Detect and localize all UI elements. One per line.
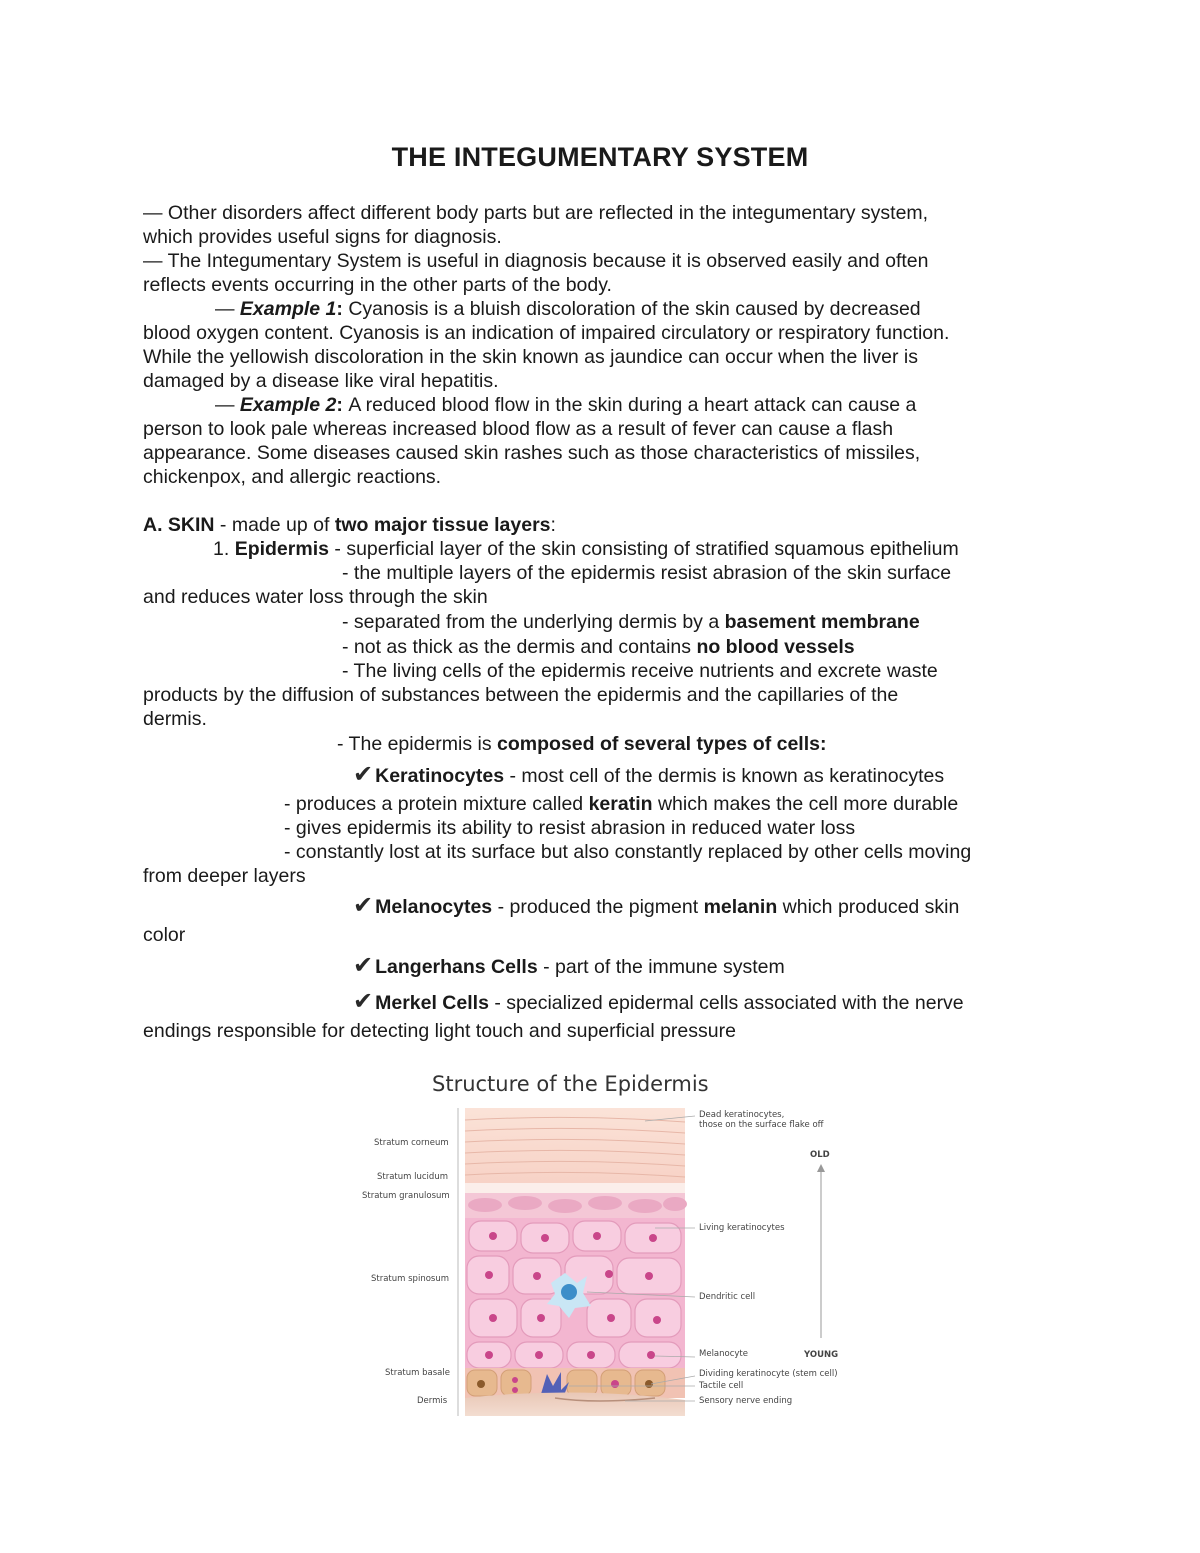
epidermis-point-4a: - The living cells of the epidermis receive nutrients and excrete waste (342, 660, 938, 682)
text: - produces a protein mixture called (284, 793, 589, 815)
label-old (810, 1150, 830, 1160)
label-melanocyte: Melanocyte (699, 1349, 748, 1359)
text: - separated from the underlying dermis by a (342, 611, 725, 633)
label-young (804, 1350, 838, 1360)
example-1-line-2: blood oxygen content. Cyanosis is an indication of impaired circulatory or respiratory function. (143, 322, 950, 344)
label-sensory-nerve-ending: Sensory nerve ending (699, 1396, 793, 1406)
label-tactile-cell: Tactile cell (699, 1381, 744, 1391)
example-2-line-2: person to look pale whereas increased blood flow as a result of fever can cause a flash (143, 418, 894, 440)
langerhans-label: Langerhans Cells (375, 956, 538, 978)
colon: : (336, 394, 349, 416)
epidermis-figure (355, 1068, 845, 1418)
epidermis-heading (213, 537, 959, 561)
label-dead-keratinocytes (699, 1110, 824, 1130)
melanocytes-label: Melanocytes (375, 896, 493, 918)
epidermis-point-5 (337, 732, 826, 756)
text: - produced the pigment (492, 896, 704, 918)
keratinocytes-point-3b: from deeper layers (143, 865, 306, 887)
intro-line-4: reflects events occurring in the other parts of the body. (143, 274, 612, 296)
example-2-text: A reduced blood flow in the skin during a heart attack can cause a (348, 394, 917, 416)
text: - most cell of the dermis is known as keratinocytes (504, 765, 945, 787)
melanocytes-item (353, 894, 959, 919)
label-stratum-corneum: Stratum corneum (374, 1138, 449, 1148)
merkel-item (353, 990, 964, 1015)
text: - not as thick as the dermis and contains (342, 636, 697, 658)
young-text: YOUNG (804, 1350, 839, 1360)
figure-title: Structure of the Epidermis (432, 1072, 709, 1096)
example-2-label: Example 2 (239, 394, 337, 416)
text: which produced skin (777, 896, 960, 918)
checkmark-icon: ✔ (353, 988, 374, 1015)
keratinocytes-point-2: - gives epidermis its ability to resist abrasion in reduced water loss (284, 817, 856, 839)
keratinocytes-item (353, 763, 944, 788)
epidermis-point-4c: dermis. (143, 708, 207, 730)
intro-line-1: — Other disorders affect different body parts but are reflected in the integumentary system, (143, 202, 929, 224)
keratinocytes-point-1 (284, 792, 958, 816)
keratinocytes-label: Keratinocytes (375, 765, 505, 787)
text: which makes the cell more durable (652, 793, 959, 815)
intro-line-3: — The Integumentary System is useful in diagnosis because it is observed easily and often (143, 250, 929, 272)
epidermis-point-2 (342, 610, 920, 634)
label-stratum-granulosum: Stratum granulosum (362, 1191, 450, 1201)
label-stratum-lucidum: Stratum lucidum (377, 1172, 448, 1182)
example-1-line-4: damaged by a disease like viral hepatitis. (143, 370, 499, 392)
epidermis-point-3 (342, 635, 855, 659)
label-dendritic-cell: Dendritic cell (699, 1292, 756, 1302)
text: - The epidermis is (337, 733, 498, 755)
keratinocytes-point-3a: - constantly lost at its surface but also constantly replaced by other cells moving (284, 841, 972, 863)
page-title: THE INTEGUMENTARY SYSTEM (391, 142, 809, 172)
checkmark-icon: ✔ (353, 952, 374, 979)
skin-text: - made up of (214, 514, 335, 536)
example-1-label: Example 1 (239, 298, 337, 320)
intro-line-2: which provides useful signs for diagnosis. (143, 226, 502, 248)
text: - specialized epidermal cells associated with the nerve (488, 992, 964, 1014)
melanocytes-line-2: color (143, 924, 186, 946)
merkel-line-2: endings responsible for detecting light touch and superficial pressure (143, 1020, 736, 1042)
label-dividing-keratinocyte: Dividing keratinocyte (stem cell) (699, 1369, 838, 1379)
example-1-text: Cyanosis is a bluish discoloration of the skin caused by decreased (348, 298, 921, 320)
bold-text: melanin (703, 896, 778, 918)
dash: — (215, 394, 240, 416)
text: - part of the immune system (537, 956, 785, 978)
old-text: OLD (810, 1150, 830, 1160)
label-living-keratinocytes: Living keratinocytes (699, 1223, 785, 1233)
example-1-line-1 (215, 297, 921, 321)
list-number: 1. (213, 538, 235, 560)
bold-text: basement membrane (724, 611, 920, 633)
example-2-line-3: appearance. Some diseases caused skin rashes such as those characteristics of missiles, (143, 442, 921, 464)
colon: : (550, 514, 556, 536)
checkmark-icon: ✔ (353, 761, 374, 788)
merkel-label: Merkel Cells (375, 992, 489, 1014)
skin-heading (143, 513, 556, 537)
checkmark-icon: ✔ (353, 892, 374, 919)
bold-text: keratin (588, 793, 653, 815)
langerhans-item (353, 954, 785, 979)
dash: — (215, 298, 240, 320)
epidermis-text: - superficial layer of the skin consisting of stratified squamous epithelium (328, 538, 959, 560)
colon: : (336, 298, 349, 320)
skin-bold: two major tissue layers (334, 514, 551, 536)
bold-text: no blood vessels (696, 636, 855, 658)
bold-text: composed of several types of cells: (497, 733, 827, 755)
label-line: Dead keratinocytes, (699, 1110, 785, 1120)
label-line: those on the surface flake off (699, 1120, 824, 1130)
skin-label: A. SKIN (143, 514, 215, 536)
example-2-line-1 (215, 393, 916, 417)
epidermis-label: Epidermis (234, 538, 329, 560)
label-stratum-basale: Stratum basale (385, 1368, 450, 1378)
example-2-line-4: chickenpox, and allergic reactions. (143, 466, 442, 488)
epidermis-point-1b: and reduces water loss through the skin (143, 586, 488, 608)
epidermis-point-4b: products by the diffusion of substances between the epidermis and the capillaries of the (143, 684, 899, 706)
example-1-line-3: While the yellowish discoloration in the skin known as jaundice can occur when the liver is (143, 346, 918, 368)
epidermis-point-1a: - the multiple layers of the epidermis resist abrasion of the skin surface (342, 562, 952, 584)
label-stratum-spinosum: Stratum spinosum (371, 1274, 450, 1284)
label-dermis: Dermis (417, 1396, 448, 1406)
